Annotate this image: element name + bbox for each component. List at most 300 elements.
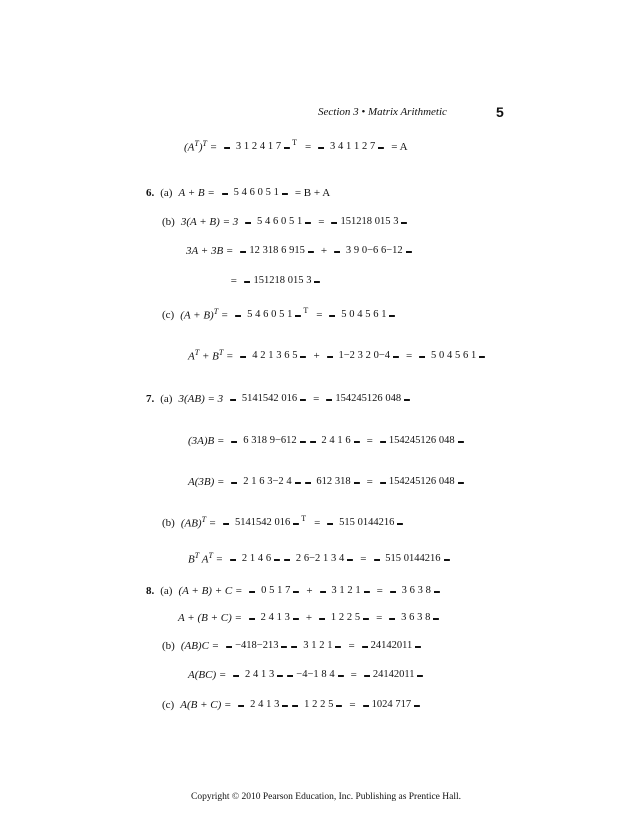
- matrix-entry: 15: [388, 476, 400, 487]
- matrix-entry: 18: [246, 640, 257, 651]
- matrix: [334, 242, 412, 259]
- matrix-cells: [425, 347, 479, 364]
- matrix-entry: 6: [463, 350, 469, 361]
- matrix-entry: 6: [409, 612, 415, 623]
- superscript-t: T: [218, 348, 224, 358]
- matrix: [240, 347, 306, 364]
- matrix-entry: 8: [321, 669, 327, 680]
- matrix-cells: [325, 609, 363, 626]
- matrix-entry: 15: [335, 393, 346, 404]
- equation-lhs: A + B =: [178, 186, 215, 199]
- equation-7a2: [186, 432, 466, 449]
- right-bracket: [295, 482, 301, 484]
- matrix-entry: 0: [287, 275, 293, 286]
- matrix: [230, 390, 306, 407]
- matrix-entry: 1: [266, 699, 272, 710]
- right-bracket: [415, 646, 421, 648]
- matrix-entry: 1: [243, 141, 250, 152]
- matrix-entry: 1: [471, 350, 477, 361]
- matrix-entry: 2: [241, 553, 248, 564]
- matrix: [233, 666, 283, 683]
- matrix-entry: 2: [312, 699, 318, 710]
- matrix-entry: 15: [379, 216, 391, 227]
- matrix-entry: 3: [331, 553, 337, 564]
- matrix-cells: [335, 306, 389, 323]
- matrix-entry: 2: [295, 553, 302, 564]
- matrix-entry: 0: [403, 553, 409, 564]
- matrix-entry: 20: [391, 640, 403, 651]
- matrix-entry: 3: [334, 476, 341, 487]
- matrix-entry: 5: [279, 309, 285, 320]
- matrix-cells: [246, 242, 308, 259]
- matrix-entry: 0: [373, 350, 379, 361]
- operator: =: [316, 308, 323, 321]
- transpose-superscript: T: [303, 306, 309, 315]
- matrix-entry: 1: [273, 187, 279, 198]
- matrix-cells: [316, 432, 354, 449]
- operator: =: [366, 434, 373, 447]
- matrix-cells: [230, 138, 284, 155]
- equation-lhs: (3A)B =: [188, 434, 225, 447]
- matrix-entry: 24: [372, 669, 384, 680]
- right-bracket: [354, 482, 360, 484]
- matrix-entry: 0: [385, 393, 391, 404]
- matrix-entry: 5: [234, 517, 241, 528]
- matrix-entry: −4: [235, 640, 247, 651]
- matrix-cells: [250, 272, 314, 289]
- matrix-cells: [239, 666, 277, 683]
- matrix-entry: 15: [388, 435, 400, 446]
- matrix-entry: 8: [425, 612, 431, 623]
- matrix-entry: 3: [331, 585, 337, 596]
- matrix-entry: 126: [420, 476, 437, 487]
- matrix-entry: 4: [357, 309, 363, 320]
- matrix-entry: −1: [307, 669, 319, 680]
- matrix: [380, 432, 464, 449]
- matrix-entry: 4: [257, 553, 264, 564]
- matrix-entry: 12: [263, 275, 275, 286]
- transpose-superscript: T: [292, 138, 298, 147]
- matrix-entry: 4: [268, 612, 274, 623]
- right-bracket: [364, 591, 370, 593]
- matrix-cells: [340, 242, 406, 259]
- equation-lhs: (AB)C =: [180, 639, 220, 652]
- matrix-entry: 0: [281, 393, 287, 404]
- right-bracket: [404, 399, 410, 401]
- equation-6b2: [184, 242, 414, 259]
- right-bracket: [293, 523, 299, 525]
- matrix-entry: 3: [251, 435, 257, 446]
- matrix-entry: 14: [247, 393, 258, 404]
- matrix-entry: 18: [361, 216, 372, 227]
- matrix-entry: 14: [240, 517, 251, 528]
- equation-6b: [162, 213, 409, 230]
- matrix: [249, 582, 299, 599]
- matrix-entry: 0: [361, 245, 368, 256]
- right-bracket: [433, 618, 439, 620]
- matrix-entry: 12: [321, 476, 333, 487]
- matrix-entry: 2: [338, 612, 345, 623]
- matrix-entry: 15: [340, 216, 351, 227]
- matrix-entry: 3: [303, 640, 309, 651]
- problem-number: 7.: [146, 392, 155, 405]
- matrix-entry: 10: [371, 699, 383, 710]
- matrix-cells: [251, 213, 305, 230]
- equation-lhs: $A^T + B^T$ =: [188, 348, 234, 363]
- superscript-t: T: [194, 551, 200, 561]
- matrix-entry: 5: [265, 187, 271, 198]
- right-bracket: [417, 675, 423, 677]
- matrix-cells: [244, 696, 282, 713]
- matrix: [380, 473, 464, 490]
- matrix-cells: [333, 514, 397, 531]
- matrix-entry: 0: [271, 309, 277, 320]
- matrix: [231, 432, 305, 449]
- matrix-entry: 1: [339, 585, 345, 596]
- page-header: [0, 106, 638, 126]
- matrix-entry: 4: [339, 553, 345, 564]
- right-bracket: [284, 147, 290, 149]
- matrix-entry: 3: [417, 612, 423, 623]
- superscript-t: T: [194, 139, 199, 149]
- matrix-entry: 2: [260, 612, 266, 623]
- matrix-entry: −12: [386, 245, 403, 256]
- matrix-entry: 15: [292, 275, 304, 286]
- equation-7a: [146, 390, 412, 407]
- matrix-entry: 9: [353, 245, 360, 256]
- matrix: [230, 550, 280, 567]
- operator: +: [313, 349, 320, 362]
- operator: +: [320, 244, 328, 257]
- superscript-t: T: [194, 348, 200, 358]
- matrix-entry: 1: [276, 612, 282, 623]
- matrix-cells: [236, 550, 274, 567]
- matrix-entry: 1: [261, 669, 267, 680]
- matrix-cells: [369, 696, 415, 713]
- problem-number: 8.: [146, 584, 155, 597]
- matrix-cells: [237, 432, 299, 449]
- matrix-entry: 18: [340, 476, 351, 487]
- matrix-entry: 6: [316, 476, 322, 487]
- matrix-entry: −4: [378, 350, 391, 361]
- equation-7a3: [186, 473, 466, 490]
- right-bracket: [393, 356, 399, 358]
- equation-7b: [162, 514, 405, 531]
- matrix-entry: 3: [417, 585, 423, 596]
- matrix-entry: 1: [337, 435, 343, 446]
- matrix-entry: 6: [303, 553, 310, 564]
- matrix-entry: −4: [296, 669, 308, 680]
- matrix-entry: 24: [370, 640, 382, 651]
- equation-lhs: (AB)$^T$ =: [180, 515, 217, 530]
- operator: =: [406, 349, 413, 362]
- matrix-cells: [324, 138, 378, 155]
- matrix-entry: 1: [297, 216, 303, 227]
- page-number: 5: [496, 104, 504, 120]
- matrix-entry: 5: [385, 553, 391, 564]
- operator: = B + A: [294, 186, 331, 199]
- matrix-entry: 3: [274, 699, 280, 710]
- matrix-cells: [298, 696, 336, 713]
- matrix-entry: 1: [323, 553, 329, 564]
- matrix-entry: 3: [306, 275, 312, 286]
- matrix-entry: 45: [356, 393, 367, 404]
- right-bracket: [274, 559, 280, 561]
- operator: =: [318, 215, 325, 228]
- matrix-entry: 6: [409, 585, 415, 596]
- matrix-entry: 42: [399, 476, 410, 487]
- matrix-entry: 2: [245, 669, 251, 680]
- operator: =: [350, 668, 357, 681]
- matrix-entry: 5: [365, 309, 371, 320]
- matrix-entry: −2: [309, 553, 321, 564]
- section-title: Section 3 • Matrix Arithmetic: [318, 106, 447, 118]
- matrix-entry: 6: [273, 216, 279, 227]
- matrix-entry: 12: [286, 435, 297, 446]
- matrix-entry: 3: [284, 612, 290, 623]
- matrix-cells: [326, 582, 364, 599]
- matrix-entry: 18: [267, 245, 279, 256]
- equation-6c2: [186, 347, 487, 364]
- matrix-cells: [229, 514, 293, 531]
- matrix-entry: 1: [268, 350, 274, 361]
- matrix-cells: [386, 432, 458, 449]
- matrix-entry: 0: [257, 187, 263, 198]
- equation-8a2: [176, 609, 441, 626]
- matrix-entry: 14: [362, 517, 374, 528]
- matrix-entry: 6: [284, 350, 290, 361]
- part-label: (c): [162, 698, 175, 711]
- matrix-entry: 7: [275, 141, 282, 152]
- matrix-entry: 3: [262, 245, 268, 256]
- matrix-entry: −6: [274, 435, 287, 446]
- right-bracket: [308, 251, 314, 253]
- equation-lhs: 3(AB) = 3: [178, 392, 224, 405]
- right-bracket: [406, 251, 412, 253]
- equation-7b2: [186, 550, 452, 567]
- equation-6c: [162, 306, 397, 323]
- operator: =: [376, 584, 383, 597]
- part-label: (b): [162, 516, 175, 529]
- equation-lhs: $(A^T)^T$ =: [184, 139, 218, 154]
- operator: =: [313, 392, 320, 405]
- superscript-t: T: [213, 307, 219, 317]
- equation-lhs: A(3B) =: [188, 475, 225, 488]
- matrix-entry: 4: [259, 141, 266, 152]
- matrix-entry: 4: [252, 350, 258, 361]
- matrix-entry: 15: [257, 393, 269, 404]
- matrix: [327, 347, 399, 364]
- matrix-entry: 18: [274, 275, 285, 286]
- matrix-cells: [290, 550, 347, 567]
- matrix-entry: 3: [276, 350, 282, 361]
- matrix-entry: 4: [241, 187, 247, 198]
- superscript-t: T: [202, 139, 207, 149]
- matrix-entry: 7: [395, 699, 401, 710]
- matrix-entry: 1: [338, 350, 344, 361]
- matrix-entry: 2: [319, 640, 325, 651]
- matrix-entry: 5: [289, 216, 295, 227]
- operator: =: [349, 698, 356, 711]
- matrix-entry: 42: [419, 553, 430, 564]
- matrix-entry: 9: [269, 435, 275, 446]
- equation-lhs: =: [230, 274, 238, 287]
- equation-6a: [146, 184, 335, 201]
- right-bracket: [300, 356, 306, 358]
- matrix-entry: 1: [304, 699, 310, 710]
- matrix-entry: 0: [281, 216, 287, 227]
- matrix-cells: [255, 609, 293, 626]
- matrix-entry: 4: [255, 309, 261, 320]
- matrix-entry: 15: [250, 517, 262, 528]
- matrix-entry: 48: [444, 476, 455, 487]
- matrix-entry: 11: [402, 640, 413, 651]
- matrix-entry: 6: [373, 309, 379, 320]
- matrix: [374, 550, 450, 567]
- matrix-entry: 2: [250, 699, 256, 710]
- matrix-entry: 3: [345, 245, 352, 256]
- matrix-cells: [237, 473, 294, 490]
- matrix-entry: 16: [430, 553, 441, 564]
- matrix: [390, 582, 440, 599]
- matrix: [319, 609, 369, 626]
- matrix: [222, 184, 288, 201]
- matrix-cells: [236, 390, 300, 407]
- matrix-entry: 15: [344, 517, 355, 528]
- matrix-entry: 11: [404, 669, 415, 680]
- matrix-entry: 0: [357, 517, 363, 528]
- matrix: [326, 390, 410, 407]
- matrix-entry: 2: [321, 435, 327, 446]
- matrix-cells: [337, 213, 401, 230]
- right-bracket: [414, 705, 420, 707]
- operator: +: [306, 584, 313, 597]
- equation-lhs: 3A + 3B =: [186, 244, 234, 257]
- matrix-entry: 6: [265, 553, 272, 564]
- matrix-cells: [386, 473, 458, 490]
- matrix-entry: 6: [249, 187, 255, 198]
- equation-8a: [146, 582, 442, 599]
- matrix: [244, 272, 320, 289]
- matrix: [238, 696, 288, 713]
- operator: =: [360, 552, 367, 565]
- matrix-entry: 15: [390, 553, 401, 564]
- matrix-entry: 3: [235, 141, 242, 152]
- matrix: [231, 473, 300, 490]
- equation-lhs: A + (B + C) =: [178, 611, 242, 624]
- equation-lhs: 3(A + B) = 3: [180, 215, 239, 228]
- matrix-cells: [246, 347, 300, 364]
- equation-lhs: $B^T$ $A^T$ =: [188, 551, 224, 566]
- matrix-entry: 5: [241, 393, 248, 404]
- matrix-entry: 48: [444, 435, 455, 446]
- matrix-entry: 5: [339, 517, 345, 528]
- matrix-entry: 1: [355, 585, 361, 596]
- matrix-cells: [311, 473, 354, 490]
- matrix-entry: 1: [249, 553, 256, 564]
- right-bracket: [277, 675, 283, 677]
- matrix: [305, 473, 360, 490]
- page-footer: [0, 792, 638, 802]
- equation-6b3: [228, 272, 322, 289]
- matrix-entry: −2: [272, 476, 284, 487]
- matrix: [331, 213, 407, 230]
- matrix-entry: 1: [354, 141, 360, 152]
- matrix-cells: [297, 637, 335, 654]
- matrix-entry: 2: [251, 141, 258, 152]
- equation-8c: [162, 696, 422, 713]
- equation-lhs: $(A + B)^T$ =: [180, 307, 229, 322]
- matrix-entry: 42: [373, 517, 384, 528]
- matrix-entry: 2: [365, 350, 371, 361]
- matrix-entry: 0: [374, 216, 380, 227]
- matrix-entry: 2: [346, 612, 353, 623]
- matrix-entry: 5: [292, 350, 298, 361]
- matrix-entry: 4: [338, 141, 344, 152]
- matrix-entry: 3: [330, 141, 336, 152]
- matrix: [292, 696, 342, 713]
- matrix-entry: 12: [350, 216, 362, 227]
- matrix-entry: 16: [383, 517, 395, 528]
- matrix-entry: 2: [260, 350, 266, 361]
- matrix-cells: [332, 390, 404, 407]
- matrix-entry: 0: [274, 517, 280, 528]
- matrix-entry: 20: [393, 669, 405, 680]
- right-bracket: [300, 441, 306, 443]
- right-bracket: [458, 482, 464, 484]
- matrix-entry: 1: [311, 640, 317, 651]
- matrix-cells: [333, 347, 393, 364]
- matrix-entry: 13: [267, 640, 279, 651]
- matrix: [363, 696, 421, 713]
- right-bracket: [458, 441, 464, 443]
- matrix-entry: 0: [438, 435, 445, 446]
- matrix: [245, 213, 311, 230]
- matrix-entry: 4: [447, 350, 453, 361]
- matrix: [327, 514, 403, 531]
- part-label: (a): [160, 392, 173, 405]
- matrix-entry: 5: [341, 309, 347, 320]
- operator: =: [376, 611, 383, 624]
- matrix-entry: 4: [329, 669, 335, 680]
- matrix-entry: 4: [265, 216, 271, 227]
- part-label: (b): [162, 215, 175, 228]
- matrix-entry: 1: [330, 612, 337, 623]
- matrix-entry: 3: [269, 669, 275, 680]
- matrix-entry: 6: [263, 309, 269, 320]
- matrix: [364, 666, 424, 683]
- operator: =: [314, 516, 321, 529]
- right-bracket: [300, 399, 306, 401]
- matrix-entry: 6: [345, 435, 351, 446]
- right-bracket: [347, 559, 353, 561]
- matrix-entry: 2: [320, 699, 326, 710]
- matrix-entry: 48: [390, 393, 402, 404]
- matrix-entry: 8: [425, 585, 431, 596]
- matrix: [224, 138, 290, 155]
- right-bracket: [434, 591, 440, 593]
- matrix-cells: [293, 666, 337, 683]
- part-label: (b): [162, 639, 175, 652]
- matrix-entry: 4: [329, 435, 335, 446]
- right-bracket: [282, 193, 288, 195]
- matrix-entry: 6: [281, 245, 287, 256]
- matrix-entry: 0: [261, 585, 267, 596]
- right-bracket: [354, 441, 360, 443]
- matrix: [235, 306, 301, 323]
- matrix-entry: 15: [294, 245, 305, 256]
- matrix: [287, 666, 343, 683]
